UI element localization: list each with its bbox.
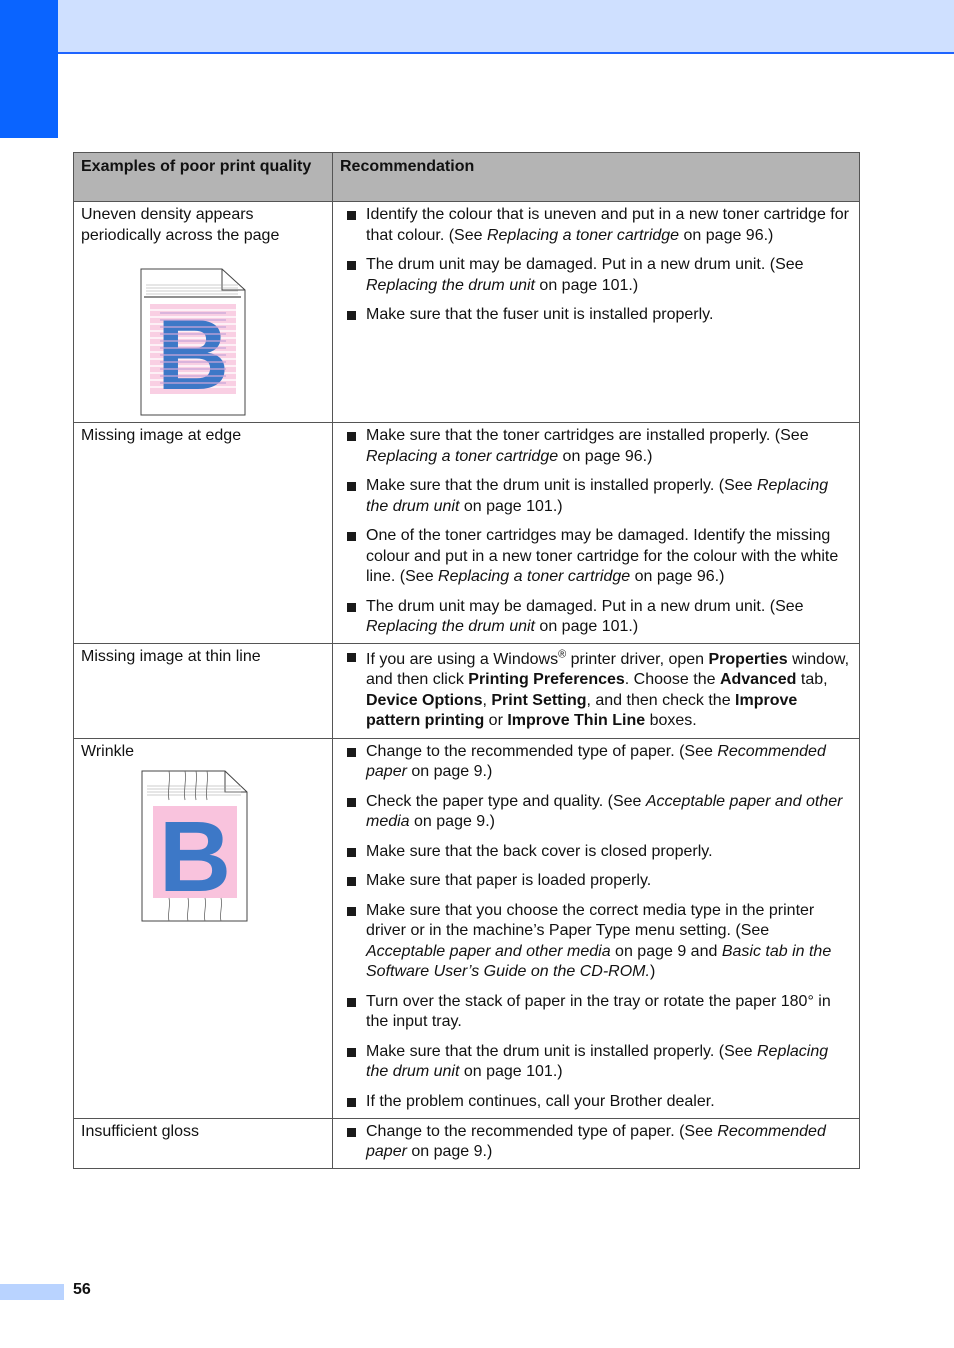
chapter-tab — [0, 0, 58, 138]
problem-cell — [74, 423, 333, 644]
recommendation-cell — [333, 643, 860, 738]
recommendation-cell — [333, 738, 860, 1118]
recommendation-item: Change to the recommended type of paper. (See Recommended paper on page 9.) — [340, 1122, 851, 1163]
problem-cell — [74, 738, 333, 1118]
problem-cell — [74, 1118, 333, 1168]
table-row — [74, 643, 860, 738]
recommendation-item: Turn over the stack of paper in the tray or rotate the paper 180° in the input tray. — [340, 992, 851, 1033]
header-band — [0, 0, 954, 54]
problem-label: Insufficient gloss — [81, 1122, 199, 1140]
problem-label: Missing image at edge — [81, 427, 242, 444]
problem-label: Wrinkle — [81, 742, 135, 760]
recommendation-item: If the problem continues, call your Brother dealer. — [340, 1092, 851, 1113]
header-examples: Examples of poor print quality — [74, 153, 333, 202]
table-row — [74, 1118, 860, 1168]
recommendation-item: The drum unit may be damaged. Put in a new drum unit. (See Replacing the drum unit on page 101.) — [340, 255, 851, 296]
recommendation-cell — [333, 1118, 860, 1168]
uneven-density-sample-icon — [140, 268, 246, 416]
problem-label: Uneven density appears periodically across the page — [81, 206, 280, 244]
recommendation-item: One of the toner cartridges may be damaged. Identify the missing colour and put in a new toner cartridge for the colour with the white line. (See Replacing a toner cartridge on page 96.) — [340, 526, 851, 588]
svg-text:B: B — [158, 801, 232, 913]
recommendation-item: Make sure that the drum unit is installed properly. (See Replacing the drum unit on page 101.) — [340, 476, 851, 517]
recommendation-item: Identify the colour that is uneven and put in a new toner cartridge for that colour. (See Replacing a toner cartridge on page 96.) — [340, 205, 851, 246]
recommendation-item: Change to the recommended type of paper. (See Recommended paper on page 9.) — [340, 742, 851, 783]
recommendation-item: Make sure that the toner cartridges are installed properly. (See Replacing a toner cartridge on page 96.) — [340, 426, 851, 467]
recommendation-item: Make sure that you choose the correct media type in the printer driver or in the machine’s Paper Type menu setting. (See Acceptable paper and other media on page 9 and Basic tab in the Software User’s Guide on the CD-ROM.) — [340, 901, 851, 983]
svg-text:B: B — [156, 299, 230, 411]
table-row — [74, 738, 860, 1118]
recommendation-item: Make sure that the back cover is closed properly. — [340, 842, 851, 863]
table-row — [74, 202, 860, 423]
problem-cell — [74, 202, 333, 423]
page-number: 56 — [73, 1281, 91, 1298]
problem-cell — [74, 643, 333, 738]
recommendation-item: Make sure that the fuser unit is installed properly. — [340, 305, 851, 326]
recommendation-item: Make sure that paper is loaded properly. — [340, 871, 851, 892]
recommendation-item: Make sure that the drum unit is installed properly. (See Replacing the drum unit on page 101.) — [340, 1042, 851, 1083]
recommendation-item: The drum unit may be damaged. Put in a new drum unit. (See Replacing the drum unit on page 101.) — [340, 597, 851, 638]
recommendation-cell — [333, 423, 860, 644]
wrinkle-sample-icon — [141, 770, 249, 922]
footer-accent-bar — [0, 1284, 64, 1300]
table-row — [74, 423, 860, 644]
recommendation-cell — [333, 202, 860, 423]
problem-label: Missing image at thin line — [81, 647, 261, 665]
print-quality-table — [73, 152, 860, 1169]
recommendation-item: If you are using a Windows® printer driver, open Properties window, and then click Printing Preferences. Choose the Advanced tab, Device Options, Print Setting, and then check the Improve pattern printing or Improve Thin Line boxes. — [340, 647, 851, 732]
recommendation-item: Check the paper type and quality. (See Acceptable paper and other media on page 9.) — [340, 792, 851, 833]
header-recommendation: Recommendation — [333, 153, 860, 202]
table-header-row — [74, 153, 860, 202]
